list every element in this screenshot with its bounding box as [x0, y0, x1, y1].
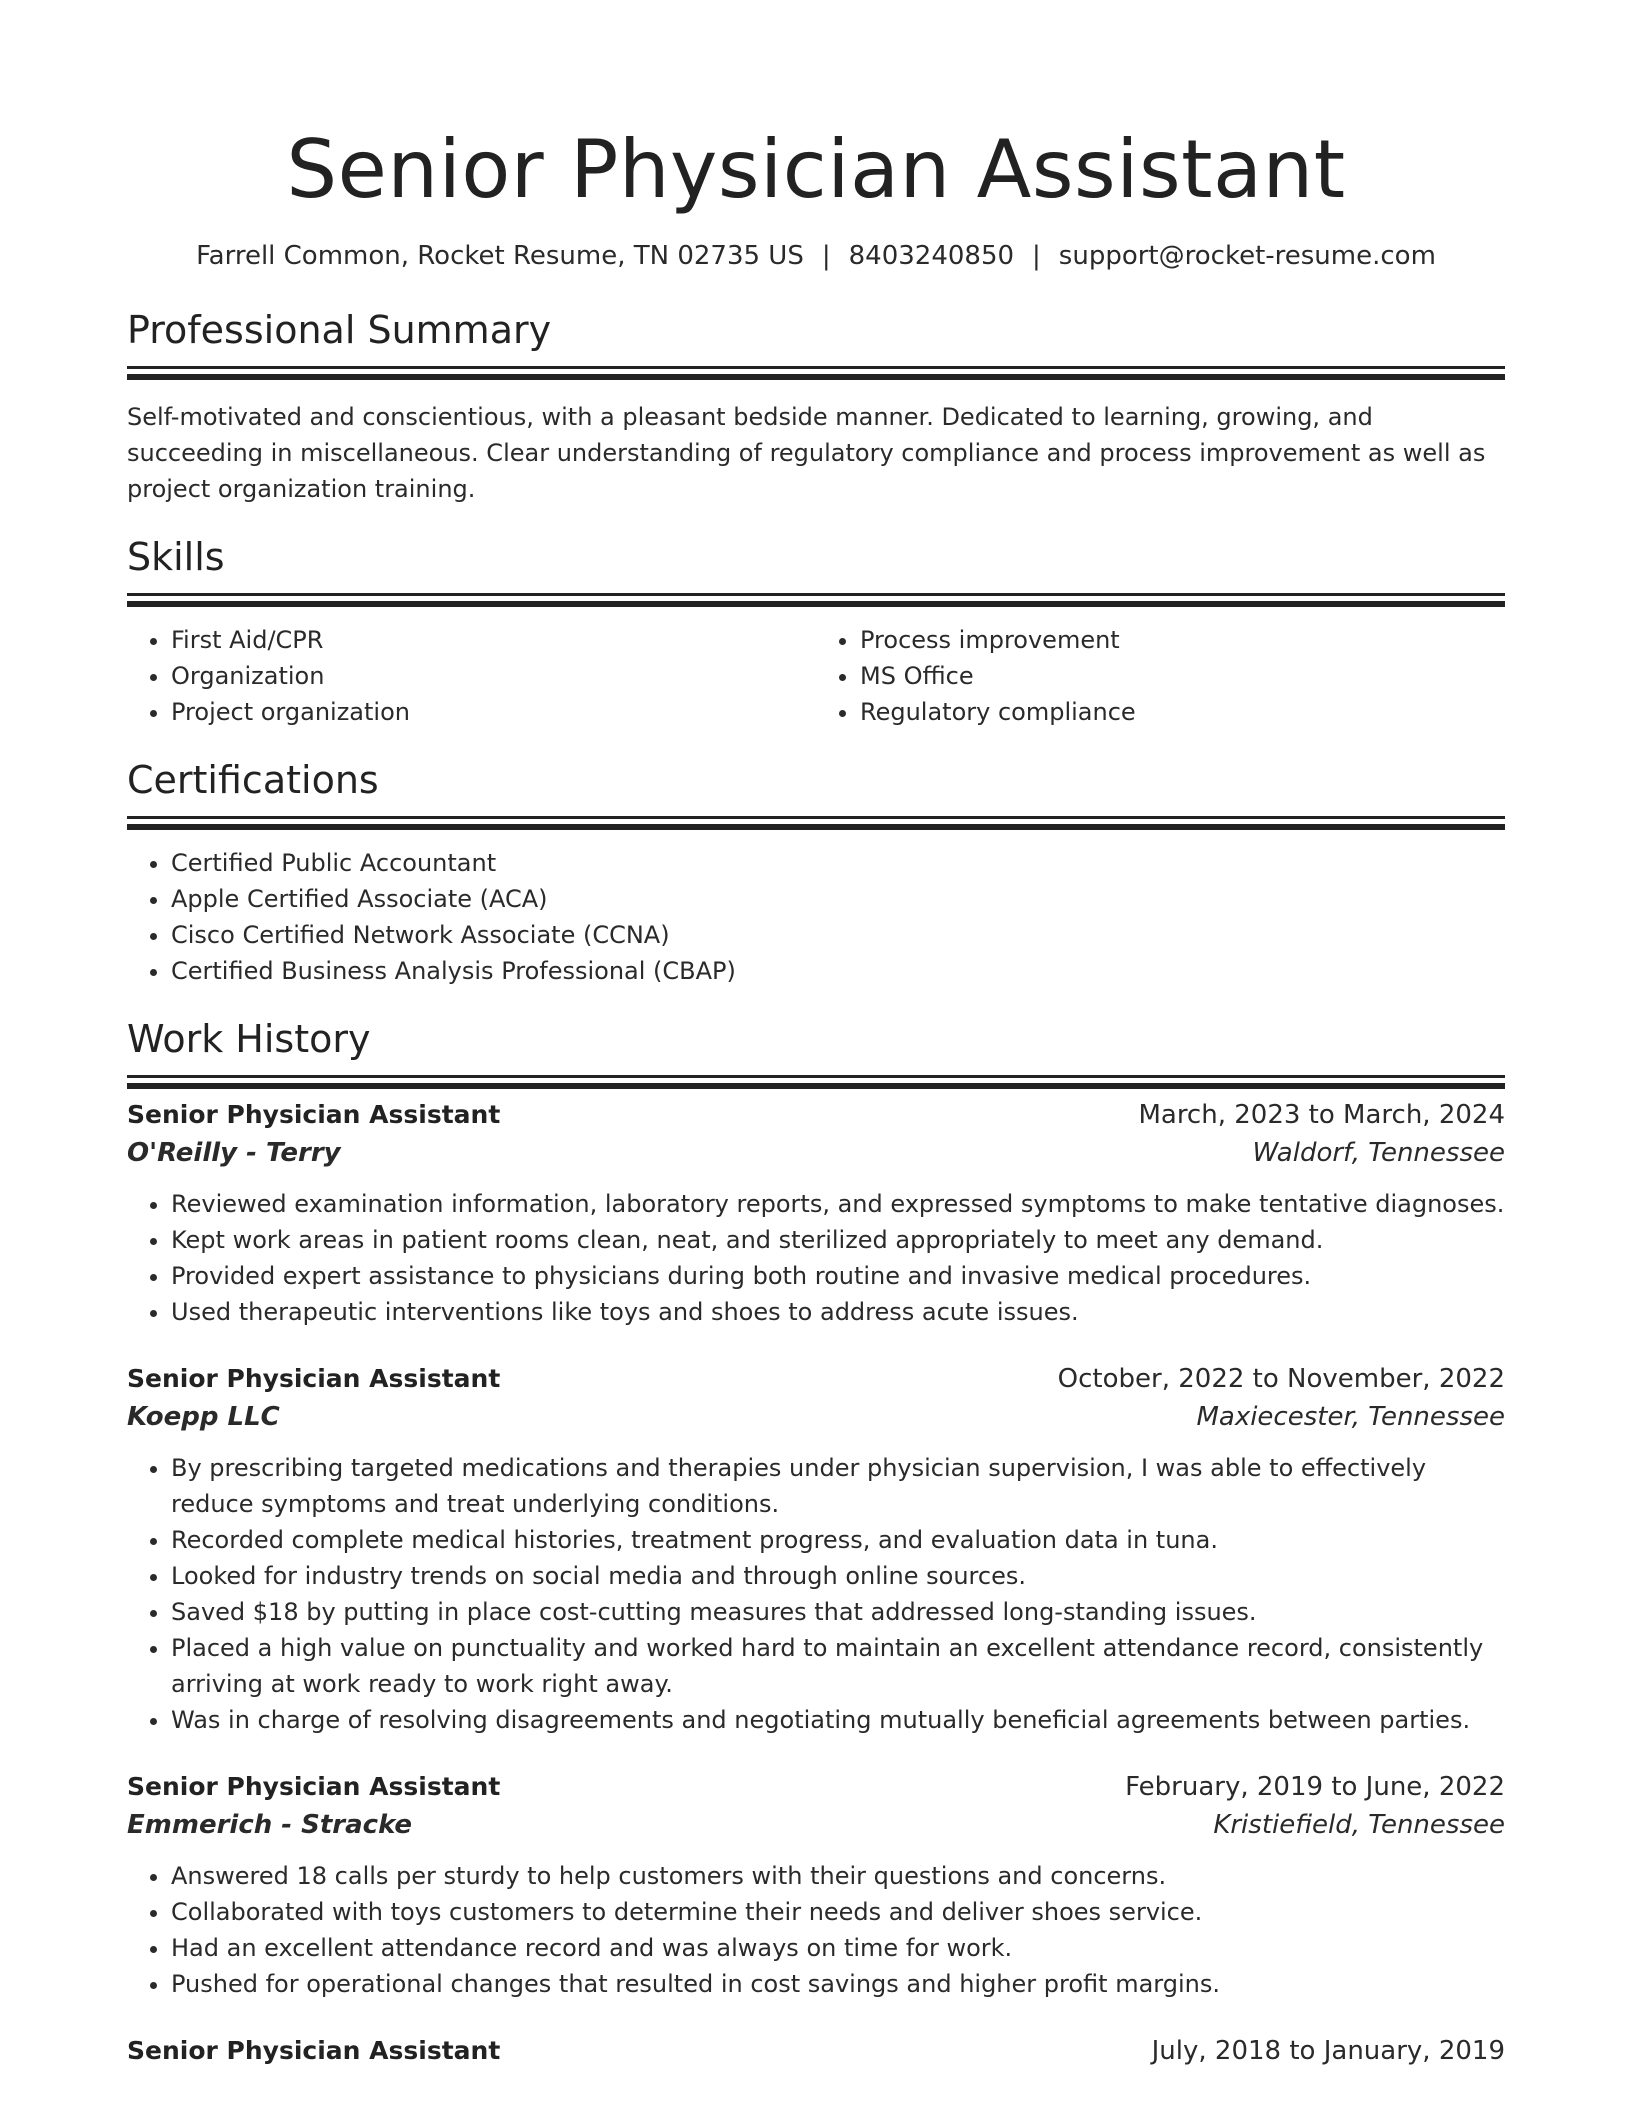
list-item: • Used therapeutic interventions like toys and shoes to address acute issues.	[171, 1294, 1505, 1330]
skills-section	[127, 533, 1505, 730]
job-header-row	[127, 1096, 1505, 1134]
list-item: • MS Office	[860, 658, 1505, 694]
job-bullets	[127, 1450, 1505, 1738]
list-item: • Apple Certified Associate (ACA)	[171, 881, 1505, 917]
list-item: • Kept work areas in patient rooms clean, neat, and sterilized appropriately to meet any demand.	[171, 1222, 1505, 1258]
job-entry	[127, 1360, 1505, 1738]
section-divider	[127, 816, 1505, 819]
job-entry	[127, 1768, 1505, 2002]
list-item: • Was in charge of resolving disagreements and negotiating mutually beneficial agreements between parties.	[171, 1702, 1505, 1738]
contact-separator: |	[1032, 241, 1041, 271]
job-dates: February, 2019 to June, 2022	[1125, 1772, 1505, 1802]
job-subheader-row	[127, 1806, 1505, 1844]
list-item: • Cisco Certified Network Associate (CCNA)	[171, 917, 1505, 953]
job-location: Kristiefield, Tennessee	[1213, 1810, 1505, 1840]
list-item: • Looked for industry trends on social media and through online sources.	[171, 1558, 1505, 1594]
job-company: O'Reilly - Terry	[127, 1138, 341, 1168]
resume-name: Senior Physician Assistant	[286, 123, 1346, 216]
job-company: Emmerich - Stracke	[127, 1810, 413, 1840]
job-header-row	[127, 1768, 1505, 1806]
job-bullets	[127, 1186, 1505, 1330]
list-item: • First Aid/CPR	[171, 622, 816, 658]
contact-email: support@rocket-resume.com	[1058, 241, 1436, 271]
summary-section	[127, 306, 1505, 507]
job-title: Senior Physician Assistant	[127, 1364, 501, 1393]
list-item: • Collaborated with toys customers to determine their needs and deliver shoes service.	[171, 1894, 1505, 1930]
job-location: Waldorf, Tennessee	[1252, 1138, 1505, 1168]
job-dates: October, 2022 to November, 2022	[1057, 1364, 1505, 1394]
list-item: • Certified Public Accountant	[171, 845, 1505, 881]
list-item: • Regulatory compliance	[860, 694, 1505, 730]
job-header-row	[127, 1360, 1505, 1398]
job-bullets	[127, 1858, 1505, 2002]
summary-text: Self-motivated and conscientious, with a pleasant bedside manner. Dedicated to learning, growing, and succeeding in miscellaneous. Clear understanding of regulatory compliance and process improvement as well as project organization training.	[127, 403, 1486, 503]
job-dates: March, 2023 to March, 2024	[1138, 1100, 1505, 1130]
section-divider	[127, 366, 1505, 369]
list-item: • By prescribing targeted medications and therapies under physician supervision, I was able to effectively reduce symptoms and treat underlying conditions.	[171, 1450, 1505, 1522]
section-divider	[127, 593, 1505, 596]
certifications-section	[127, 756, 1505, 989]
job-subheader-row	[127, 1398, 1505, 1436]
list-item: • Placed a high value on punctuality and worked hard to maintain an excellent attendance record, consistently arriving at work ready to work right away.	[171, 1630, 1505, 1702]
job-location: Maxiecester, Tennessee	[1196, 1402, 1505, 1432]
contact-address: Farrell Common, Rocket Resume, TN 02735 US	[196, 241, 804, 271]
job-dates: July, 2018 to January, 2019	[1151, 2036, 1505, 2066]
list-item: • Had an excellent attendance record and was always on time for work.	[171, 1930, 1505, 1966]
list-item: • Reviewed examination information, laboratory reports, and expressed symptoms to make tentative diagnoses.	[171, 1186, 1505, 1222]
skills-list-left	[127, 622, 816, 730]
resume-page	[127, 0, 1505, 2070]
job-title: Senior Physician Assistant	[127, 1772, 501, 1801]
skills-list-right	[816, 622, 1505, 730]
list-item: • Project organization	[171, 694, 816, 730]
job-title: Senior Physician Assistant	[127, 1100, 501, 1129]
section-title-summary: Professional Summary	[127, 308, 552, 352]
list-item: • Pushed for operational changes that resulted in cost savings and higher profit margins.	[171, 1966, 1505, 2002]
contact-phone: 8403240850	[848, 241, 1015, 271]
contact-separator: |	[821, 241, 831, 271]
job-subheader-row	[127, 1134, 1505, 1172]
list-item: • Process improvement	[860, 622, 1505, 658]
job-title: Senior Physician Assistant	[127, 2036, 501, 2065]
job-company: Koepp LLC	[127, 1402, 280, 1432]
certifications-list	[127, 845, 1505, 989]
section-title-skills: Skills	[127, 535, 225, 579]
list-item: • Provided expert assistance to physicians during both routine and invasive medical procedures.	[171, 1258, 1505, 1294]
list-item: • Certified Business Analysis Professional (CBAP)	[171, 953, 1505, 989]
job-entry	[127, 2032, 1505, 2070]
section-title-certifications: Certifications	[127, 758, 379, 802]
list-item: • Organization	[171, 658, 816, 694]
section-divider	[127, 1075, 1505, 1078]
list-item: • Answered 18 calls per sturdy to help customers with their questions and concerns.	[171, 1858, 1505, 1894]
work-history-section	[127, 1015, 1505, 2070]
job-header-row	[127, 2032, 1505, 2070]
skills-grid	[127, 622, 1505, 730]
job-entry	[127, 1096, 1505, 1330]
contact-line	[127, 238, 1505, 274]
list-item: • Recorded complete medical histories, treatment progress, and evaluation data in tuna.	[171, 1522, 1505, 1558]
list-item: • Saved $18 by putting in place cost-cutting measures that addressed long-standing issues.	[171, 1594, 1505, 1630]
section-title-work-history: Work History	[127, 1017, 371, 1061]
